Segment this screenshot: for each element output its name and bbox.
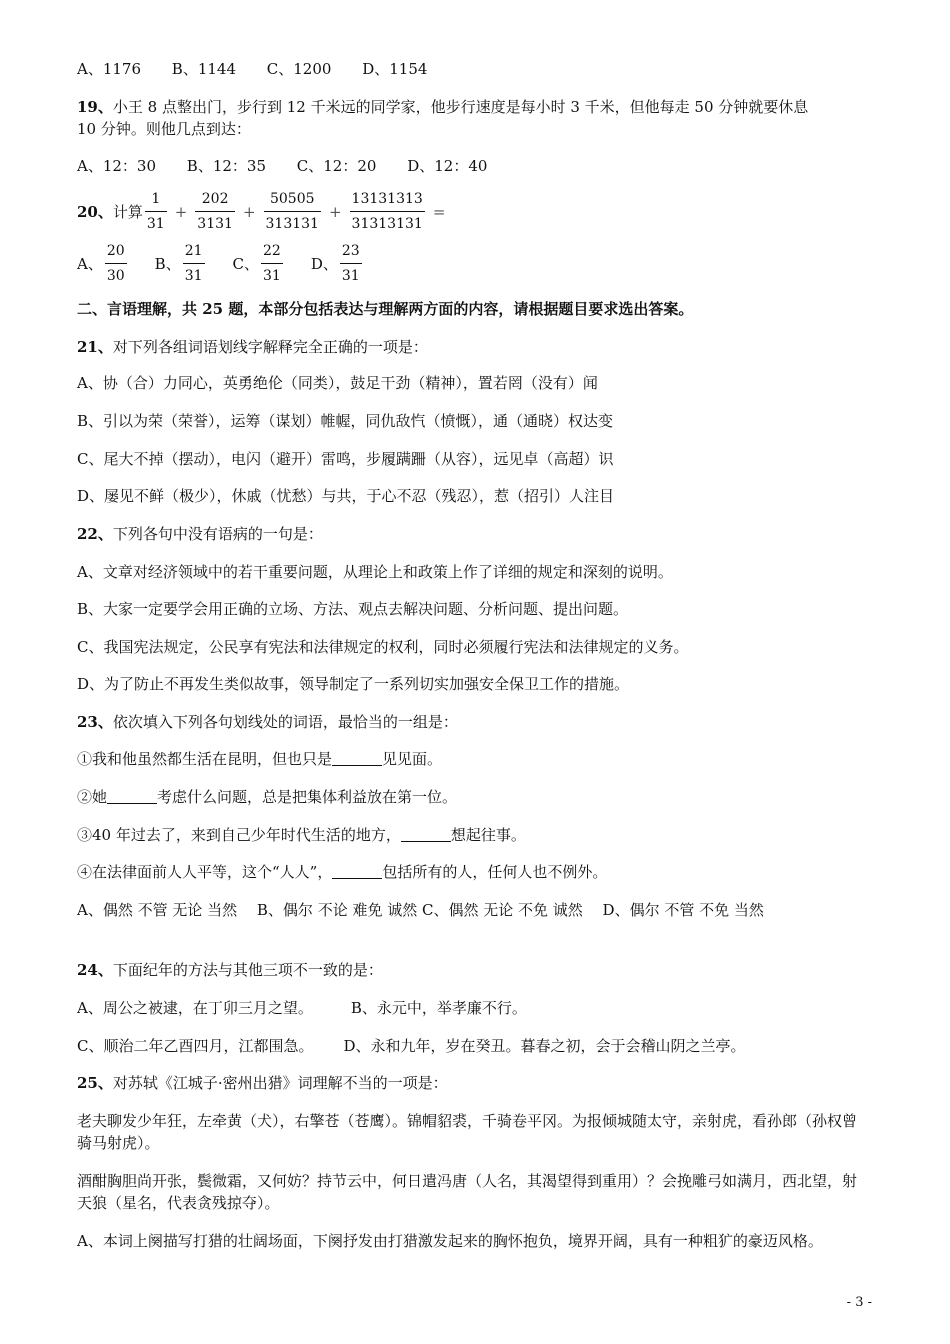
section-heading: 二、言语理解，共 25 题，本部分包括表达与理解两方面的内容，请根据题目要求选出答案。	[77, 300, 694, 318]
q25-option-a: A、本词上阕描写打猎的壮阔场面，下阕抒发由打猎激发起来的胸怀抱负，境界开阔，具有一种粗犷的豪迈风格。	[77, 1232, 823, 1250]
q23-sentence-2: ②她 考虑什么问题，总是把集体利益放在第一位。	[77, 788, 458, 806]
question-number: 19、	[77, 98, 113, 116]
fraction-term-4: $\frac{13131313}{31313131}$	[350, 188, 425, 235]
q22-option-d: D、为了防止不再发生类似故事，领导制定了一系列切实加强安全保卫工作的措施。	[77, 675, 630, 693]
q22-option-c: C、我国宪法规定，公民享有宪法和法律规定的权利，同时必须履行宪法和法律规定的义务。	[77, 638, 689, 656]
fraction-term-1: $\frac{1}{31}$	[145, 188, 167, 235]
q18-options	[77, 58, 453, 80]
q24-options-row1	[77, 997, 527, 1019]
q20-options: A、 $\frac{20}{30}$ B、 $\frac{21}{31}$ C、 $\frac{22}{31}$ D、 $\frac{23}{31}$	[77, 240, 364, 287]
q24-stem: 24、下面纪年的方法与其他三项不一致的是：	[77, 961, 383, 979]
q23-stem: 23、依次填入下列各句划线处的词语，最恰当的一组是：	[77, 713, 458, 731]
q21-option-a: A、协（合）力同心，英勇绝伦（同类），鼓足干劲（精神），置若罔（没有）闻	[77, 374, 598, 392]
q23-sentence-4: ④在法律面前人人平等，这个“人人”， 包括所有的人，任何人也不例外。	[77, 863, 608, 881]
q19-option-b: B、12：35	[186, 157, 266, 175]
q19-option-a: A、12：30	[77, 157, 157, 175]
q18-option-b: B、1144	[171, 60, 236, 78]
q24-option-a: A、周公之被逮，在丁卯三月之望。	[77, 999, 313, 1017]
fraction-term-3: $\frac{50505}{313131}$	[264, 188, 321, 235]
equals-sign: =	[432, 202, 446, 221]
plus-sign: +	[174, 202, 188, 221]
q21-option-d: D、屡见不鲜（极少），休戚（忧愁）与共，于心不忍（残忍），惹（招引）人注目	[77, 487, 615, 505]
q24-options-row2	[77, 1035, 746, 1057]
question-number: 20、	[77, 202, 113, 221]
q20-expression	[77, 188, 451, 235]
plus-sign: +	[242, 202, 256, 221]
q22-option-a: A、文章对经济领域中的若干重要问题，从理论上和政策上作了详细的规定和深刻的说明。	[77, 563, 673, 581]
q18-option-d: D、1154	[362, 60, 428, 78]
q23-sentence-1: ①我和他虽然都生活在昆明，但也只是 见见面。	[77, 750, 443, 768]
fraction-term-2: $\frac{202}{3131}$	[195, 188, 235, 235]
plus-sign: +	[328, 202, 342, 221]
q19-stem: 19、小王 8 点整出门，步行到 12 千米远的同学家，他步行速度是每小时 3 千米，但他每走 50 分钟就要休息	[77, 98, 809, 116]
q22-stem: 22、下列各句中没有语病的一句是：	[77, 525, 323, 543]
blank-line	[332, 751, 382, 766]
q20-option-b: $\frac{21}{31}$	[183, 240, 205, 287]
q19-option-c: C、12：20	[296, 157, 377, 175]
q23-options: A、偶然 不管 无论 当然 B、偶尔 不论 难免 诚然 C、偶然 无论 不免 诚然 D、偶尔 不管 不免 当然	[77, 901, 764, 919]
q18-option-c: C、1200	[266, 60, 332, 78]
q21-stem: 21、对下列各组词语划线字解释完全正确的一项是：	[77, 338, 428, 356]
q25-poem-part-2: 酒酣胸胆尚开张，鬓微霜，又何妨？持节云中，何日遣冯唐（人名，其渴望得到重用）？会挽雕弓如满月，西北望，射天狼（星名，代表贪残掠夺）。	[77, 1172, 858, 1212]
blank-line	[332, 864, 382, 879]
q19-stem-continued: 10 分钟。则他几点到达：	[77, 120, 251, 138]
q19-options	[77, 155, 513, 177]
q24-option-d: D、永和九年，岁在癸丑。暮春之初，会于会稽山阴之兰亭。	[343, 1037, 746, 1055]
blank-line	[401, 827, 451, 842]
q25-poem-part-1: 老夫聊发少年狂，左牵黄（犬），右擎苍（苍鹰）。锦帽貂裘，千骑卷平冈。为报倾城随太守，亲射虎，看孙郎（孙权曾骑马射虎）。	[77, 1112, 858, 1152]
q20-option-c: $\frac{22}{31}$	[261, 240, 283, 287]
q18-option-a: A、1176	[77, 60, 142, 78]
q23-sentence-3: ③40 年过去了，来到自己少年时代生活的地方， 想起往事。	[77, 826, 526, 844]
q21-option-b: B、引以为荣（荣誉），运筹（谋划）帷幄，同仇敌忾（愤慨），通（通晓）权达变	[77, 412, 614, 430]
blank-line	[107, 789, 157, 804]
q24-option-b: B、永元中，举孝廉不行。	[350, 999, 527, 1017]
page-number: - 3 -	[846, 1295, 872, 1310]
q25-stem: 25、对苏轼《江城子·密州出猎》词理解不当的一项是：	[77, 1074, 448, 1092]
q24-option-c: C、顺治二年乙酉四月，江都围急。	[77, 1037, 314, 1055]
q19-option-d: D、12：40	[407, 157, 488, 175]
q20-option-a: $\frac{20}{30}$	[105, 240, 127, 287]
q20-option-d: $\frac{23}{31}$	[340, 240, 362, 287]
q20-prefix: 计算	[112, 202, 143, 221]
q21-option-c: C、尾大不掉（摆动），电闪（避开）雷鸣，步履蹒跚（从容），远见卓（高超）识	[77, 450, 614, 468]
q22-option-b: B、大家一定要学会用正确的立场、方法、观点去解决问题、分析问题、提出问题。	[77, 600, 629, 618]
